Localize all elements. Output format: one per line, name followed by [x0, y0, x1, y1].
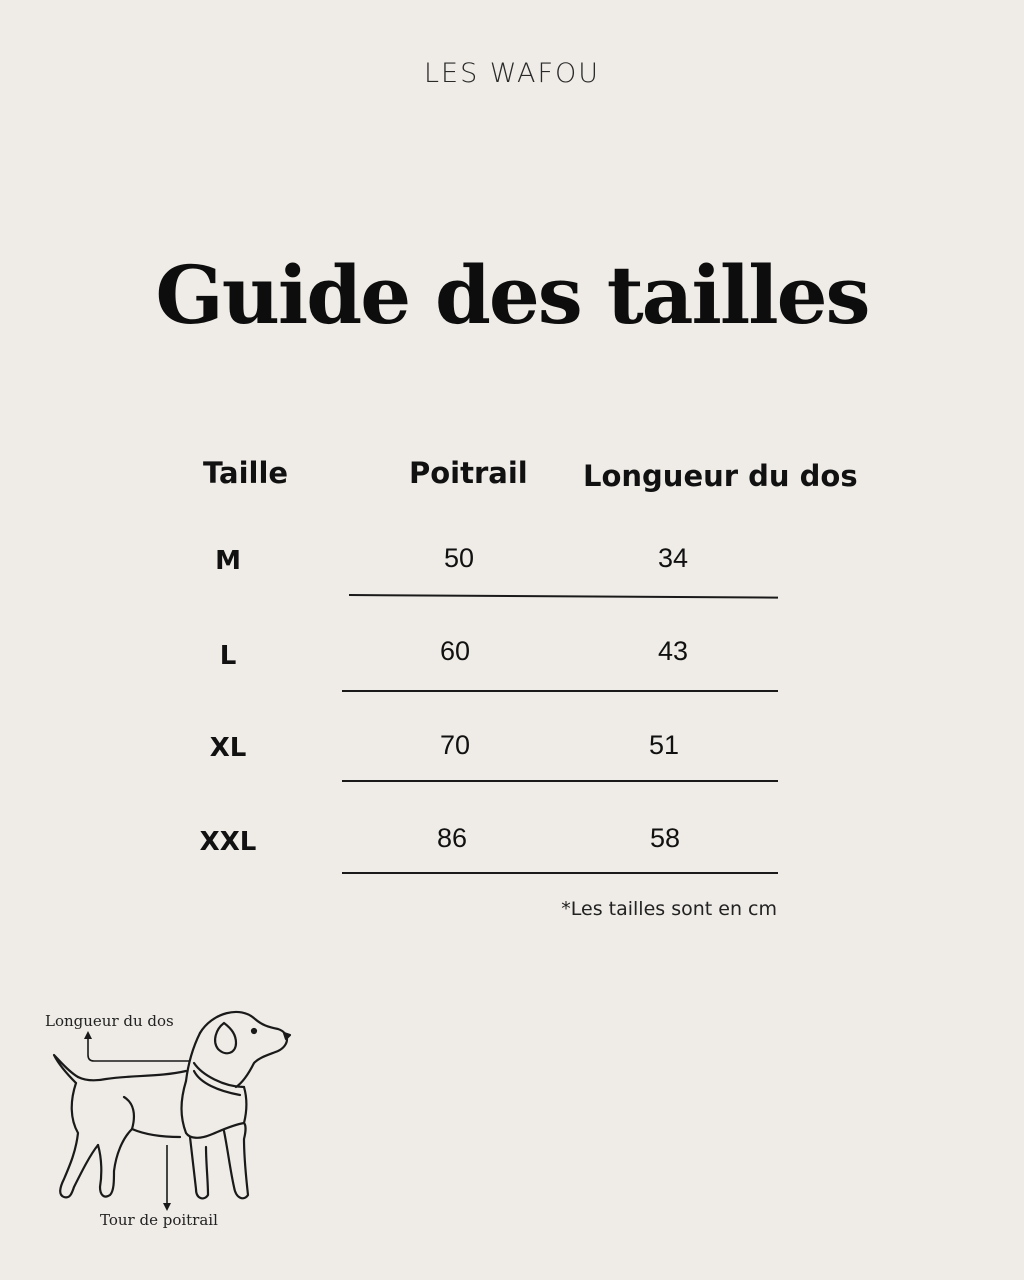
dos-value: 51 — [648, 730, 680, 760]
poitrail-value: 50 — [443, 543, 475, 573]
header-longueur-dos: Longueur du dos — [583, 459, 858, 493]
dos-value: 43 — [657, 636, 689, 666]
brand-logo: LES WAFOU — [423, 58, 601, 89]
measurement-diagram — [40, 1005, 300, 1240]
header-taille: Taille — [203, 456, 289, 490]
size-label: XL — [209, 733, 247, 763]
poitrail-value: 70 — [439, 730, 471, 760]
dog-outline-icon — [40, 1005, 300, 1240]
size-label: L — [219, 641, 237, 671]
row-divider — [349, 594, 778, 599]
row-divider — [342, 780, 778, 782]
label-back-length: Longueur du dos — [45, 1012, 174, 1030]
dos-value: 58 — [649, 823, 681, 853]
row-divider — [342, 872, 778, 874]
size-label: XXL — [199, 827, 257, 857]
page-title: Guide des tailles — [155, 248, 869, 342]
poitrail-value: 86 — [436, 823, 468, 853]
size-label: M — [215, 546, 241, 576]
poitrail-value: 60 — [439, 636, 471, 666]
units-note: *Les tailles sont en cm — [561, 898, 777, 920]
header-poitrail: Poitrail — [409, 456, 528, 490]
row-divider — [342, 690, 778, 692]
dos-value: 34 — [657, 543, 689, 573]
label-chest: Tour de poitrail — [100, 1211, 218, 1229]
